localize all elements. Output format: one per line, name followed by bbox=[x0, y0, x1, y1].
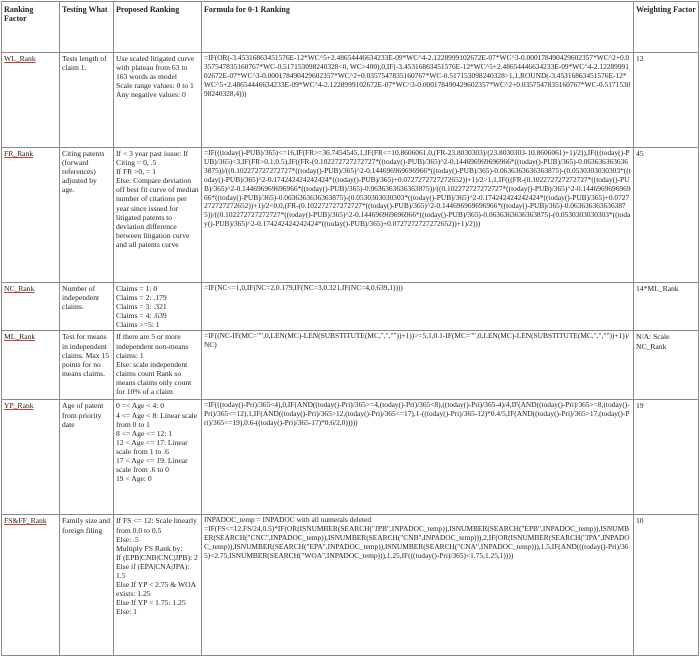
ranking-table bbox=[1, 1, 699, 656]
table-row bbox=[2, 283, 699, 331]
factor-name: FS&FF_Rank bbox=[4, 516, 47, 526]
weighting-factor: 10 bbox=[634, 515, 699, 656]
proposed-ranking: Use scaled litigated curve with plateau from 63 to 163 words as model Scale range values: 0 to 1 Any negative values: 0 bbox=[114, 53, 202, 148]
formula-cell: =IF((NC-IF(MC="",0,LEN(MC)-LEN(SUBSTITUTE(MC,",",""))+1))>=5,1,0.1-IF(MC="",0,LEN(MC)-LEN(SUBSTITUTE(MC,",",""))+1))/NC) bbox=[202, 331, 634, 400]
proposed-ranking: Claims = 1: 0 Claims = 2: .179 Claims = 3: .321 Claims = 4: .639 Claims >=5: 1 bbox=[114, 283, 202, 331]
testing-what: Citing patents (forward references) adjusted by age. bbox=[60, 148, 114, 283]
formula-note: INPADOC_temp = INPADOC with all numerals deleted bbox=[204, 515, 372, 525]
factor-name: ML_Rank bbox=[4, 332, 36, 342]
weighting-factor: 12 bbox=[634, 53, 699, 148]
formula-cell: =IF(NC<=1,0,IF(NC=2,0.179,IF(NC=3,0.321,IF(NC=4,0.639,1)))) bbox=[202, 283, 634, 331]
proposed-ranking: If FS <= 12: Scale linearly from 0.0 to 0.5 Else: .5 Multiply FS Rank by: If (EPB|CNB|CNC|JPB): 2 Else if (EPA|CNA|JPA): 1.5 Else If YP < 2.75 & WOA exists: 1.25 Else If YP < 1.75: 1.25 Else: 1 bbox=[114, 515, 202, 656]
weighting-factor: 45 bbox=[634, 148, 699, 283]
formula-cell: =IF(OR(-3.45316863451576E-12*WC^5+2.48654446634233E-09*WC^4-2.1228999102672E-07*WC^3-0.000178490429602357*WC^2+0.0357547835160767*WC-0.517153098240328<0, WC>400),0,IF(-3.45316863451576E-12*WC^5+2.48654446634233E-09*WC^4-2.1228999102672E-07*WC^3-0.000178490429602357*WC^2+0.0357547835160767*WC-0.517153098240328>1,1,ROUND(-3.45316863451576E-12*WC^5+2.48654446634233E-09*WC^4-2.1228999102672E-07*WC^3-0.000178490429602357*WC^2+0.0357547835160767*WC-0.517153098240328,4))) bbox=[202, 53, 634, 148]
table-row bbox=[2, 331, 699, 400]
header-row bbox=[2, 2, 699, 53]
proposed-ranking: If < 3 year past issue: If Citing = 0, .5 If FR >0, = 1 Else: Compare deviation off best fit curve of median number of citations per year since issued for litigated patents to deviation difference between litigation curve and all patents curve bbox=[114, 148, 202, 283]
factor-name: YP_Rank bbox=[4, 401, 34, 411]
weighting-factor: 14*ML_Rank bbox=[634, 283, 699, 331]
header-testing-what: Testing What bbox=[60, 2, 114, 53]
header-formula: Formula for 0-1 Ranking bbox=[202, 2, 634, 53]
table-row bbox=[2, 148, 699, 283]
testing-what: Tests length of claim 1. bbox=[60, 53, 114, 148]
formula-text: =IF(FS<=12,FS/24,0.5)*IF(OR(ISNUMBER(SEARCH("JPB",INPADOC_temp)),ISNUMBER(SEARCH("EPB",INPADOC_temp)),ISNUMBER(SEARCH("CNC",INPADOC_temp)),ISNUMBER(SEARCH("CNB",INPADOC_temp))),2,IF(OR(ISNUMBER(SEARCH("JPA",INPADOC_temp)),ISNUMBER(SEARCH("EPA",INPADOC_temp)),ISNUMBER(SEARCH("CNA",INPADOC_temp))),1.5,IF(AND(((today()-Pri)/365)<2.75,ISNUMBER(SEARCH("WOA",INPADOC_temp))),1.25,IF(((today()-Pri)/365)<1.75,1.25,1)))) bbox=[204, 524, 630, 561]
testing-what: Family size and foreign filing bbox=[60, 515, 114, 656]
factor-name: WL_Rank bbox=[4, 54, 36, 63]
testing-what: Test for means in independent claims. Max 15 points for no means claims. bbox=[60, 331, 114, 400]
table-row bbox=[2, 400, 699, 515]
weighting-factor: 19 bbox=[634, 400, 699, 515]
proposed-ranking: If there are 5 or more independent non-means claims: 1 Else: scale independent claims count Rank so means claims only count for 10% of a claim bbox=[114, 331, 202, 400]
table-row bbox=[2, 515, 699, 656]
factor-name: FR_Rank bbox=[4, 149, 34, 158]
formula-cell: =IF(((today()-Pri)/365<4),0,IF(AND((today()-Pri)/365>=4,(today()-Pri)/365<8),((today()-Pri)/365-4)/4,IF(AND((today()-Pri)/365>=8,(today()-Pri)/365<=12),1,IF(AND((today()-Pri)/365>12,(today()-Pri)/365<=17),1-((today()-Pri)/365-12)*0.4/5,IF(AND((today()-Pri)/365>17,(today()-Pri)/365<=19),0.6-((today()-Pri)/365-17)*0.6/2,0))))) bbox=[202, 400, 634, 515]
formula-cell bbox=[202, 515, 634, 656]
weighting-factor: N/A: Scale NC_Rank bbox=[634, 331, 699, 400]
factor-name: NC_Rank bbox=[4, 284, 35, 293]
formula-cell: =IF(((today()-PUB)/365)<=16,IF(FR>=36.7454545,1,IF(FR<=10.8606061,0,(FR-23.8030303)/(23.8030303-10.8606061)+1)/2)),IF(((today()-PUB)/365)<3,IF(FR>0,1,0.5),IF((FR-(0.102272727272727*((today()-PUB)/365)^2-0.144696969696966*((today()-PUB)/365)-0.0636363636363875))/((0.102272727272727*((today()-PUB)/365)^2-0.144696969696966*((today()-PUB)/365)-0.0636363636363875)-(0.0530303030303*((today()-PUB)/365)^2-0.174242424242424*((today()-PUB)/365)+0.0727272727272652))+1)/2>1,1,IF(((FR-(0.102272727272727*((today()-PUB)/365)^2-0.144696969696966*((today()-PUB)/365)-0.0636363636363875))/((0.102272727272727*((today()-PUB)/365)^2-0.144696969696966*((today()-PUB)/365)-0.0636363636363875)-(0.0530303030303*((today()-PUB)/365)^2-0.174242424242424*((today()-PUB)/365)+0.0727272727272652))+1)/2<0,0,(FR-(0.102272727272727*((today()-PUB)/365)^2-0.144696969696966*((today()-PUB)/365)-0.0636363636363875))/((0.102272727272727*((today()-PUB)/365)^2-0.144696969696966*((today()-PUB)/365)-0.0636363636363875)-(0.0530303030303*((today()-PUB)/365)^2-0.174242424242424*((today()-PUB)/365)+0.0727272727272652))+1)/2))) bbox=[202, 148, 634, 283]
table-row bbox=[2, 53, 699, 148]
header-weighting-factor: Weighting Factor bbox=[634, 2, 699, 53]
testing-what: Number of independent claims. bbox=[60, 283, 114, 331]
proposed-ranking: 0 =< Age < 4: 0 4 <= Age < 8: Linear scale from 0 to 1 8 <= Age <= 12: 1 12 < Age <= 17: Linear scale from 1 to .6 17 < Age <= 19: Linear scale from .6 to 0 19 < Age: 0 bbox=[114, 400, 202, 515]
header-proposed-ranking: Proposed Ranking bbox=[114, 2, 202, 53]
testing-what: Age of patent from priority date bbox=[60, 400, 114, 515]
header-ranking-factor: Ranking Factor bbox=[2, 2, 60, 53]
